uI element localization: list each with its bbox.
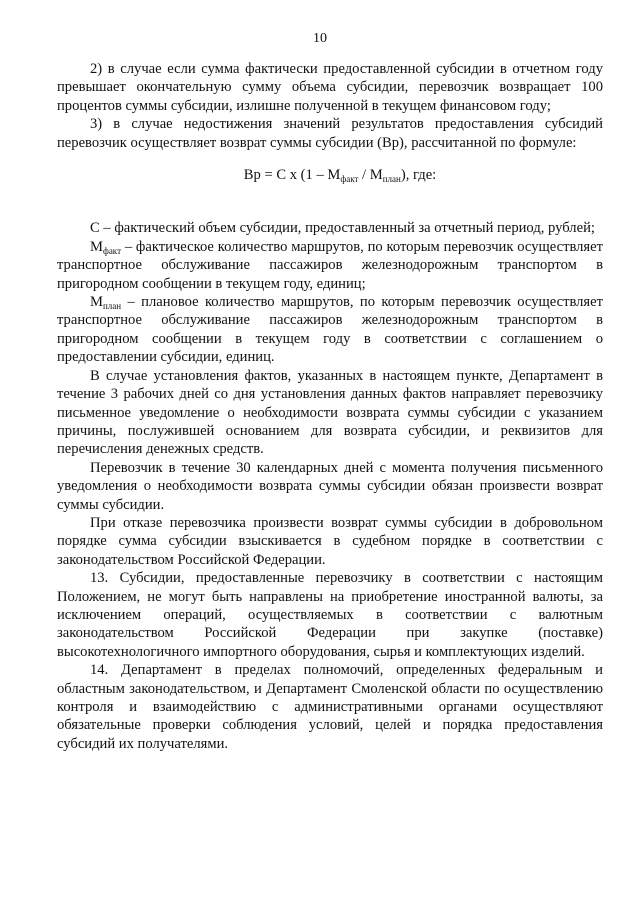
- formula: [57, 166, 603, 184]
- formula-subscript-plan: план: [382, 174, 401, 185]
- definition-m-fact: [57, 238, 603, 293]
- definition-m-fact-subscript: факт: [102, 245, 121, 256]
- definition-m-fact-symbol: М: [90, 238, 103, 255]
- definition-m-plan: [57, 293, 603, 367]
- formula-subscript-fact: факт: [340, 174, 359, 185]
- definition-m-plan-text: – плановое количество маршрутов, по которым перевозчик осуществляет транспортное обслуживание пассажиров железнодорожным транспортом в пригородном сообщении в текущем году в соответствии с соглашением о предоставлении субсидии, единиц.: [57, 294, 603, 366]
- definition-c: С – фактический объем субсидии, предоставленный за отчетный период, рублей;: [90, 220, 595, 237]
- definition-m-fact-text: – фактическое количество маршрутов, по которым перевозчик осуществляет транспортное обслуживание пассажиров железнодорожным транспортом в пригородном сообщении в текущем году, единиц;: [57, 238, 603, 292]
- paragraph-refusal: При отказе перевозчика произвести возврат суммы субсидии в добровольном порядке сумма субсидии взыскивается в судебном порядке в соответствии с законодательством Российской Федерации.: [57, 514, 603, 568]
- formula-lhs: Вр = С х (1 – М: [243, 167, 341, 184]
- definition-m-plan-symbol: М: [90, 294, 103, 311]
- paragraph-item-14: 14. Департамент в пределах полномочий, определенных федеральным и областным законодательством, и Департамент Смоленской области по осуществлению контроля и взаимодействию с административными органами осуществляют обязательные проверки соблюдения условий, целей и порядка предоставления субсидий их получателями.: [57, 662, 603, 752]
- page-number: 10: [313, 31, 327, 46]
- formula-rhs: ), где:: [400, 167, 437, 184]
- paragraph-carrier-30-days: Перевозчик в течение 30 календарных дней с момента получения письменного уведомления о необходимости возврата суммы субсидии обязан произвести возврат суммы субсидии.: [57, 459, 603, 513]
- definition-m-plan-subscript: план: [102, 301, 122, 312]
- paragraph-item-13: 13. Субсидии, предоставленные перевозчику в соответствии с настоящим Положением, не могут быть направлены на приобретение иностранной валюты, за исключением операций, осуществляемых в соответствии с валютным законодательством Российской Федерации при закупке (поставке) высокотехнологичного импортного оборудования, сырья и комплектующих изделий.: [57, 570, 603, 660]
- document-body: [57, 60, 603, 753]
- paragraph-item-3: 3) в случае недостижения значений результатов предоставления субсидий перевозчик осуществляет возврат суммы субсидии (Вр), рассчитанной по формуле:: [57, 116, 603, 151]
- formula-middle: / М: [358, 167, 383, 184]
- spacer: [57, 203, 603, 219]
- paragraph-item-2: 2) в случае если сумма фактически предоставленной субсидии в отчетном году превышает окончательную сумму объема субсидии, перевозчик возвращает 100 процентов суммы субсидии, излишне полученной в текущем финансовом году;: [57, 61, 603, 114]
- paragraph-case-established: В случае установления фактов, указанных в настоящем пункте, Департамент в течение 3 рабочих дней со дня установления данных фактов направляет перевозчику письменное уведомление о необходимости возврата суммы субсидии с указанием причины, послужившей основанием для возврата субсидии, и реквизитов для перечисления денежных средств.: [57, 367, 603, 458]
